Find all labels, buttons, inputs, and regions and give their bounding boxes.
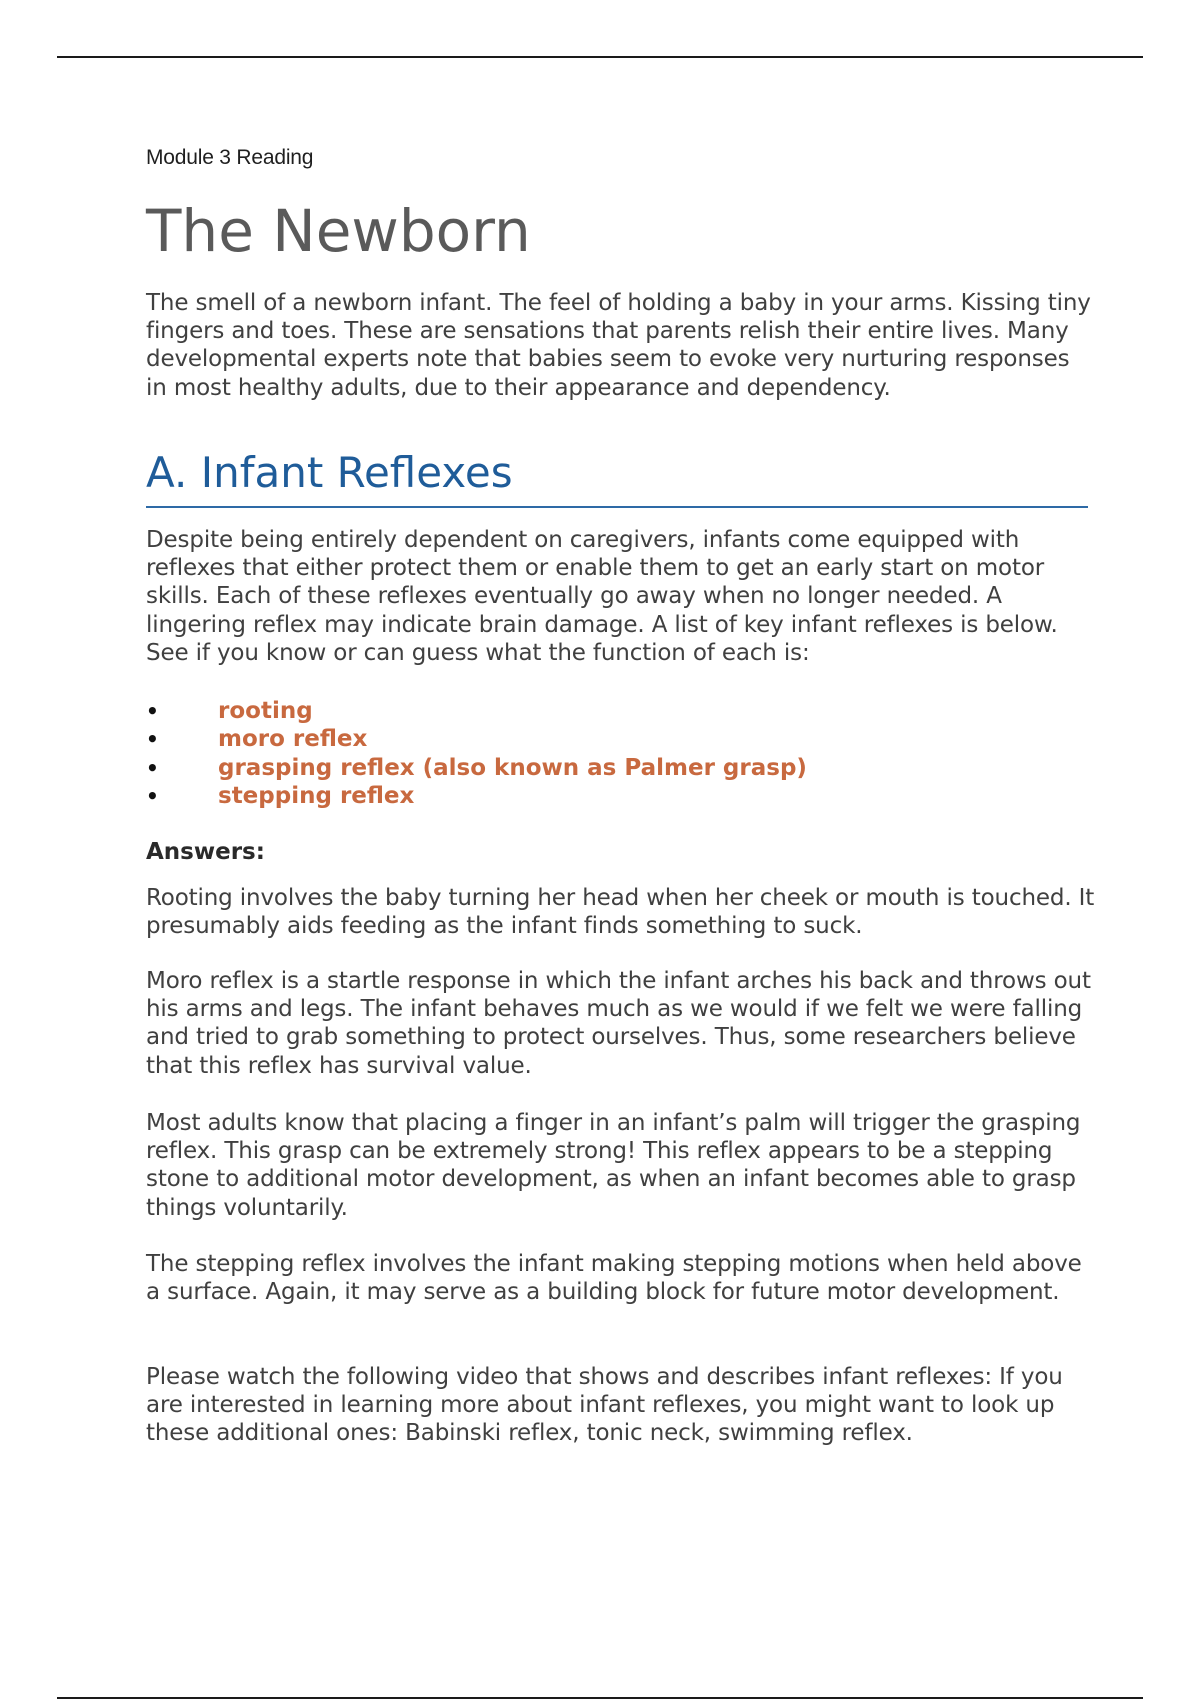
reflex-label: rooting [218,698,313,724]
section-intro-paragraph: Despite being entirely dependent on caregivers, infants come equipped with reflexes that either protect them or enable them to get an early start on motor skills. Each of these reflexes eventually go away when no longer needed. A lingering reflex may indicate brain damage. A list of key infant reflexes is below. See if you know or can guess what the function of each is: [146,527,1058,666]
list-item [146,754,807,782]
intro-paragraph: The smell of a newborn infant. The feel of holding a baby in your arms. Kissing tiny fingers and toes. These are sensations that parents relish their entire lives. Many developmental experts note that babies seem to evoke very nurturing responses in most healthy adults, due to their appearance and dependency. [146,290,1091,401]
list-item [146,697,807,725]
reflex-label: moro reflex [218,726,368,753]
reflex-label: grasping reflex (also known as Palmer grasp) [218,754,807,781]
video-note-paragraph: Please watch the following video that shows and describes infant reflexes: If you are interested in learning more about infant reflexes, you might want to look up these additional ones: Babinski reflex, tonic neck, swimming reflex. [146,1364,1063,1447]
top-rule [57,56,1143,58]
answer-paragraph: Most adults know that placing a finger in an infant’s palm will trigger the grasping reflex. This grasp can be extremely strong! This reflex appears to be a stepping stone to additional motor development, as when an infant becomes able to grasp things voluntarily. [146,1110,1081,1221]
bullet-icon: • [146,755,159,780]
bullet-icon: • [146,727,159,752]
answer-paragraph: The stepping reflex involves the infant making stepping motions when held above a surface. Again, it may serve as a building block for future motor development. [146,1251,1082,1306]
answers-heading: Answers: [146,839,265,865]
page-title: The Newborn [146,197,531,265]
reflex-list [146,697,807,810]
section-heading: A. Infant Reflexes [146,446,1088,508]
bullet-icon: • [146,783,159,808]
module-label: Module 3 Reading [146,146,314,169]
answer-paragraph: Rooting involves the baby turning her head when her cheek or mouth is touched. It presumably aids feeding as the infant finds something to suck. [146,885,1095,940]
answer-paragraph: Moro reflex is a startle response in which the infant arches his back and throws out his arms and legs. The infant behaves much as we would if we felt we were falling and tried to grab something to protect ourselves. Thus, some researchers believe that this reflex has survival value. [146,968,1091,1079]
list-item [146,725,807,753]
list-item [146,782,807,810]
reflex-label: stepping reflex [218,782,415,809]
bullet-icon: • [146,699,159,723]
bottom-rule [57,1697,1143,1699]
